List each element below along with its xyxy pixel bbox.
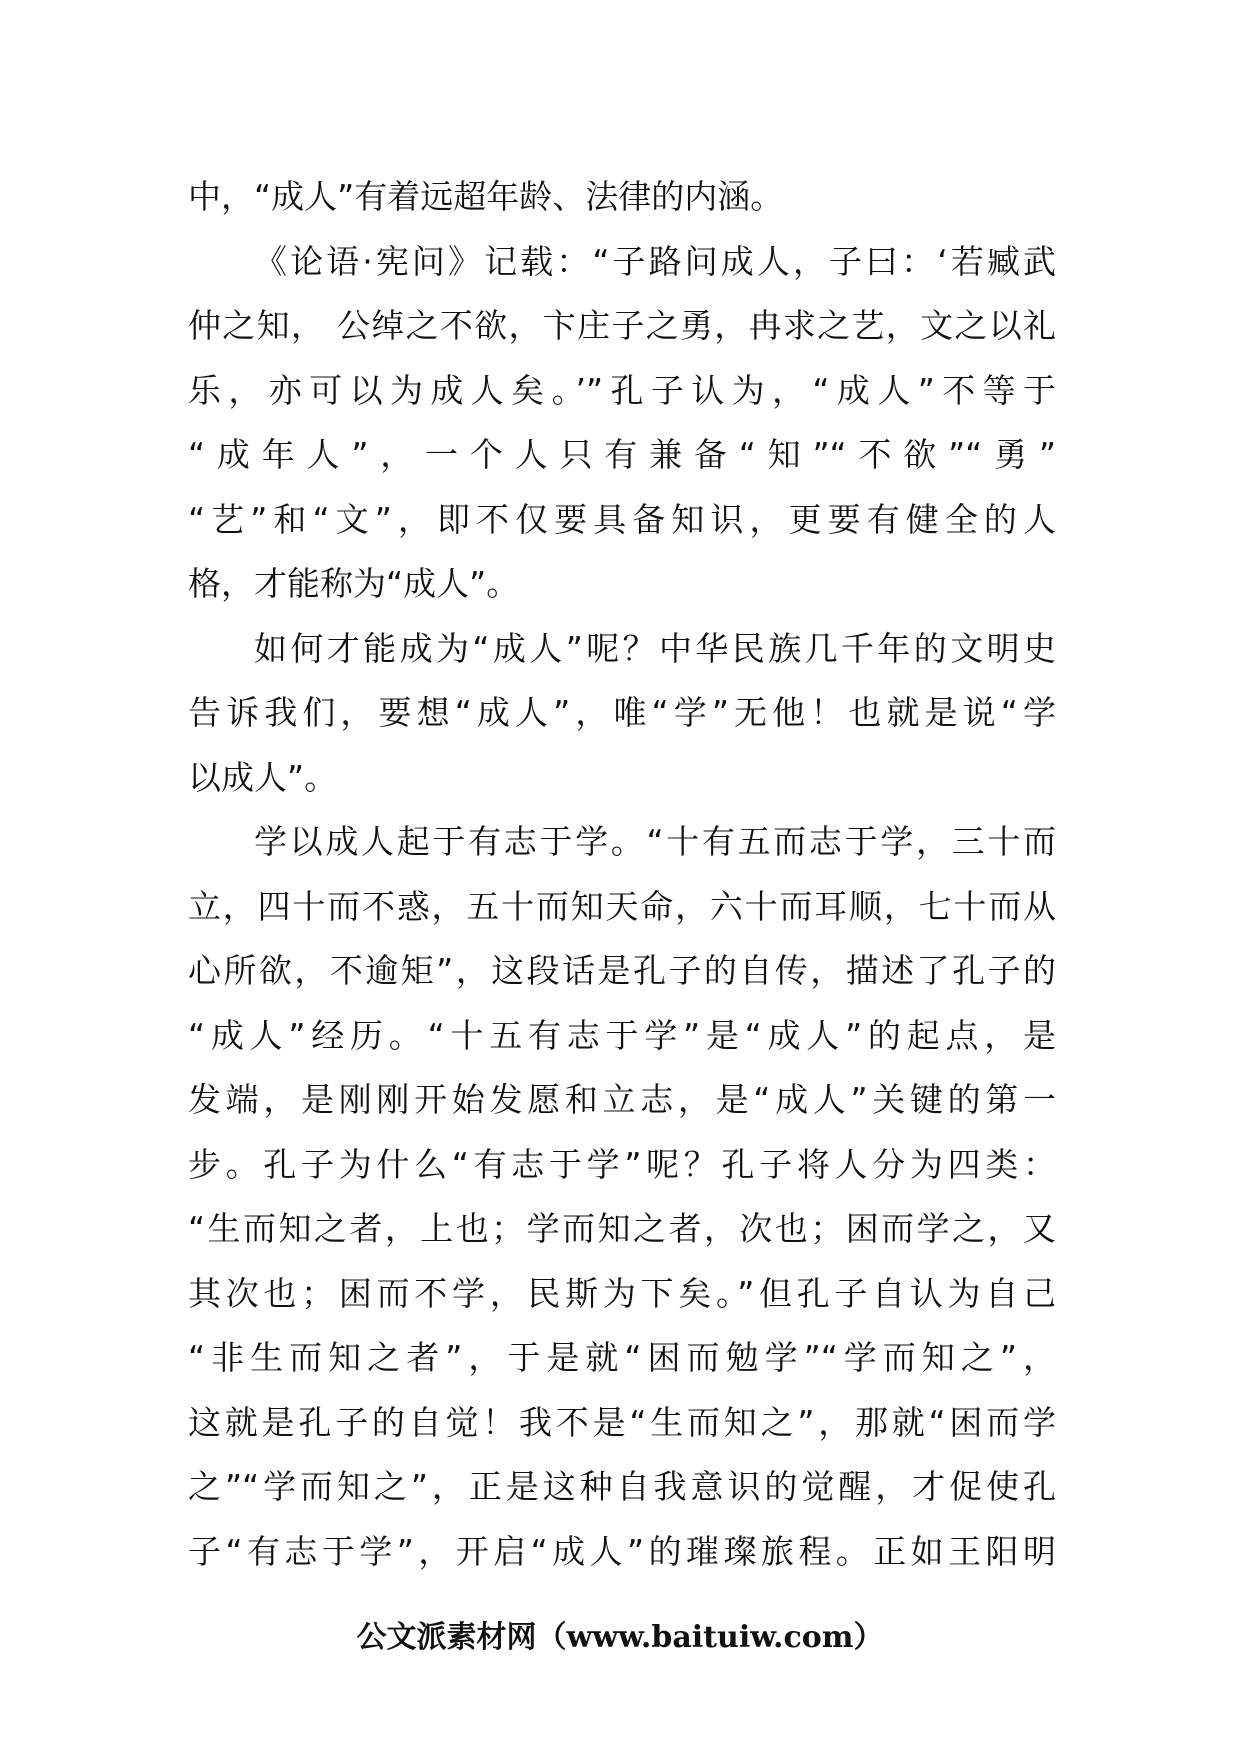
text-line-12: 立，四十而不惑，五十而知天命，六十而耳顺，七十而从 [188, 886, 1056, 926]
footer-watermark: 公文派素材网（www.baituiw.com） [356, 1620, 884, 1655]
text-line-16: 步。孔子为什么“有志于学”呢？孔子将人分为四类： [188, 1144, 1056, 1184]
text-line-4: 乐，亦可以为成人矣。’”孔子认为，“成人”不等于 [188, 370, 1056, 410]
text-line-9: 告诉我们，要想“成人”，唯“学”无他！也就是说“学 [188, 693, 1056, 732]
text-line-19: “非生而知之者”，于是就“困而勉学”“学而知之”， [188, 1338, 1056, 1377]
text-line-21: 之”“学而知之”，正是这种自我意识的觉醒，才促使孔 [188, 1467, 1056, 1506]
text-line-10: 以成人”。 [188, 757, 338, 797]
text-line-20: 这就是孔子的自觉！我不是“生而知之”，那就“困而学 [188, 1402, 1056, 1442]
text-line-7: 格，才能称为“成人”。 [188, 564, 520, 603]
text-line-2: 《论语·宪问》记载：“子路问成人，子曰：‘若臧武 [254, 241, 1056, 281]
text-line-22: 子“有志于学”，开启“成人”的璀璨旅程。正如王阳明 [188, 1531, 1056, 1571]
text-line-13: 心所欲，不逾矩”，这段话是孔子的自传，描述了孔子的 [188, 951, 1056, 990]
text-line-1: 中，“成人”有着远超年龄、法律的内涵。 [188, 177, 784, 216]
text-line-5: “成年人”，一个人只有兼备“知”“不欲”“勇” [188, 435, 1056, 474]
text-line-17: “生而知之者，上也；学而知之者，次也；困而学之，又 [188, 1209, 1056, 1248]
text-line-3: 仲之知， 公绰之不欲，卞庄子之勇，冉求之艺，文之以礼 [188, 306, 1056, 345]
text-line-18: 其次也；困而不学，民斯为下矣。”但孔子自认为自己 [188, 1273, 1056, 1313]
text-line-6: “艺”和“文”，即不仅要具备知识，更要有健全的人 [188, 499, 1056, 539]
text-line-14: “成人”经历。“十五有志于学”是“成人”的起点，是 [188, 1015, 1056, 1055]
text-line-8: 如何才能成为“成人”呢？中华民族几千年的文明史 [254, 628, 1056, 668]
text-line-11: 学以成人起于有志于学。“十有五而志于学，三十而 [254, 822, 1056, 861]
document-body [188, 165, 1056, 1584]
text-line-15: 发端，是刚刚开始发愿和立志，是“成人”关键的第一 [188, 1080, 1056, 1119]
